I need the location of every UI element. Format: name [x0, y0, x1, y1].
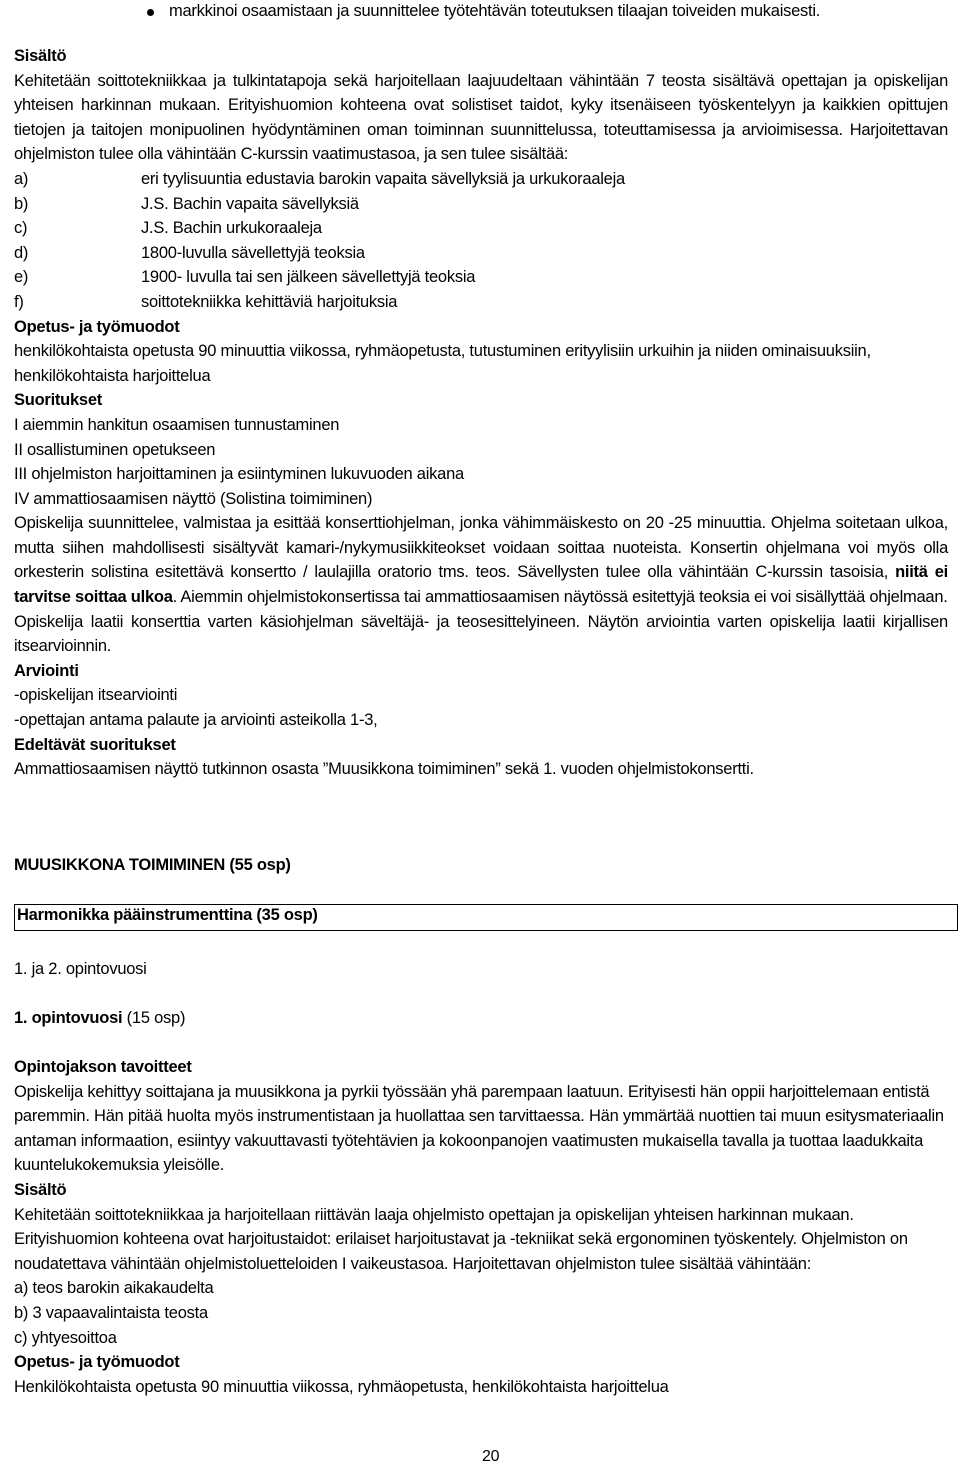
sisalto-paragraph: Kehitetään soittotekniikkaa ja tulkintatapoja sekä harjoitellaan laajuudeltaan vähintään 7 teosta sisältävä opettajan ja opiskelijan yhteisen harkinnan mukaan. Erityishuomion kohteena ovat solistiset taidot, kyky itsenäiseen työskentelyyn ja kaikkien opittujen tietojen ja taitojen monipuolinen hyödyntäminen oman toiminnan suunnittelussa, toteuttamisessa ja arvioimisessa. Harjoitettavan ohjelmiston tulee olla vähintään C-kurssin vaatimustasoa, ja sen tulee sisältää: [14, 71, 948, 164]
bullet-text: markkinoi osaamistaan ja suunnittelee työtehtävän toteutuksen tilaajan toiveiden mukaisesti. [169, 2, 821, 20]
page-number: 20 [482, 1448, 500, 1465]
suoritus-item: IV ammattiosaamisen näyttö (Solistina toimiminen) [14, 489, 373, 508]
section-title: MUUSIKKONA TOIMIMINEN (55 osp) [14, 856, 291, 874]
suoritus-item: II osallistuminen opetukseen [14, 440, 216, 459]
konsertti-paragraph: Opiskelija suunnittelee, valmistaa ja esittää konserttiohjelman, jonka vähimmäiskesto on 20 -25 minuuttia. Ohjelma soitetaan ulkoa, mutta siihen mahdollisesti sisältyvät kamari-/nykymusiikkiteokset voidaan soittaa nuoteista. Konsertin ohjelmana voi myös olla orkesterin solistina esitettävä konsertto / laulajilla oratorio tms. teos. Sävellysten tulee olla vähintään C-kurssin tasoisia, niitä ei tarvitse soittaa ulkoa. Aiemmin ohjelmistokonsertissa tai ammattiosaamisen näytössä esitettyjä teoksia ei voi sisällyttää ohjelmaan. [14, 514, 948, 607]
boxed-subtitle-text: Harmonikka pääinstrumenttina (35 osp) [17, 906, 318, 924]
list-item: d) 1800-luvulla sävellettyjä teoksia [14, 243, 365, 262]
sisalto-paragraph: Kehitetään soittotekniikkaa ja harjoitellaan riittävän laaja ohjelmisto opettajan ja opiskelijan yhteisen harkinnan mukaan. Erityishuomion kohteena ovat harjoitustaidot: erilaiset harjoitustavat ja -tekniikat sekä ergonominen työskentely. Ohjelmiston on noudatettava vähintään ohjelmistoluetteloiden I vaikeustasoa. Harjoitettavan ohjelmiston tulee sisältää vähintään: [14, 1205, 908, 1273]
tavoitteet-paragraph: Opiskelija kehittyy soittajana ja muusikkona ja pyrkii työssään yhä parempaan laatuun. Erityisesti hän oppii harjoittelemaan entistä paremmin. Hän pitää huolta myös instrumentistaan ja huollattaa sen tarvittaessa. Hän ymmärtää nuottien tai muun esitysmateriaalin antaman informaation, esiintyy vakuuttavasti työtehtävien ja kokoonpanojen vaatimusten mukaisella tavalla ja tuottaa laadukkaita kuuntelukokemuksia yleisölle. [14, 1082, 944, 1175]
list-item: b) J.S. Bachin vapaita sävellyksiä [14, 194, 359, 213]
list-item: c) J.S. Bachin urkukoraaleja [14, 219, 322, 238]
list-item: a) eri tyylisuuntia edustavia barokin vapaita sävellyksiä ja urkukoraaleja [14, 169, 625, 188]
suoritus-item: III ohjelmiston harjoittaminen ja esiintyminen lukuvuoden aikana [14, 465, 464, 484]
opetus-paragraph: Henkilökohtaista opetusta 90 minuuttia viikossa, ryhmäopetusta, henkilökohtaista harjoittelua [14, 1377, 669, 1396]
list-item: b) 3 vapaavalintaista teosta [14, 1303, 208, 1322]
heading-edeltavat: Edeltävät suoritukset [14, 735, 176, 754]
list-item: a) teos barokin aikakaudelta [14, 1279, 214, 1298]
bullet-dot-icon [147, 9, 154, 16]
opetus-paragraph: henkilökohtaista opetusta 90 minuuttia viikossa, ryhmäopetusta, tutustuminen erityylisiin urkuihin ja niiden ominaisuuksiin, henkilökohtaista harjoittelua [14, 342, 871, 385]
bullet-item [169, 2, 820, 21]
arviointi-item: -opiskelijan itsearviointi [14, 686, 178, 705]
heading-arviointi: Arviointi [14, 661, 79, 680]
section-organ-content [14, 44, 948, 782]
heading-sisalto: Sisältö [14, 1180, 67, 1199]
year1-label: 1. opintovuosi (15 osp) [14, 1009, 186, 1027]
list-item: f) soittotekniikka kehittäviä harjoituksia [14, 292, 398, 311]
heading-opetus: Opetus- ja työmuodot [14, 1353, 180, 1372]
list-item: c) yhtyesoittoa [14, 1328, 117, 1347]
kasiohjelma-paragraph: Opiskelija laatii konserttia varten käsiohjelman säveltäjä- ja teosesittelyineen. Näytön arviointia varten opiskelija laatii kirjallisen itsearvioinnin. [14, 612, 948, 656]
heading-sisalto: Sisältö [14, 47, 67, 65]
heading-tavoitteet: Opintojakson tavoitteet [14, 1058, 192, 1076]
boxed-subtitle [14, 904, 958, 931]
section-accordion-content [14, 1055, 948, 1399]
years-label: 1. ja 2. opintovuosi [14, 960, 147, 978]
edeltavat-paragraph: Ammattiosaamisen näyttö tutkinnon osasta ”Muusikkona toimiminen” sekä 1. vuoden ohjelmistokonsertti. [14, 760, 754, 779]
arviointi-item: -opettajan antama palaute ja arviointi asteikolla 1-3, [14, 711, 378, 730]
repertoire-list [14, 167, 948, 315]
list-item: e) 1900- luvulla tai sen jälkeen sävellettyjä teoksia [14, 268, 476, 287]
heading-suoritukset: Suoritukset [14, 391, 103, 410]
suoritus-item: I aiemmin hankitun osaamisen tunnustaminen [14, 415, 340, 434]
heading-opetus: Opetus- ja työmuodot [14, 317, 180, 336]
bold-emphasis: niitä ei tarvitse soittaa ulkoa [14, 563, 948, 607]
